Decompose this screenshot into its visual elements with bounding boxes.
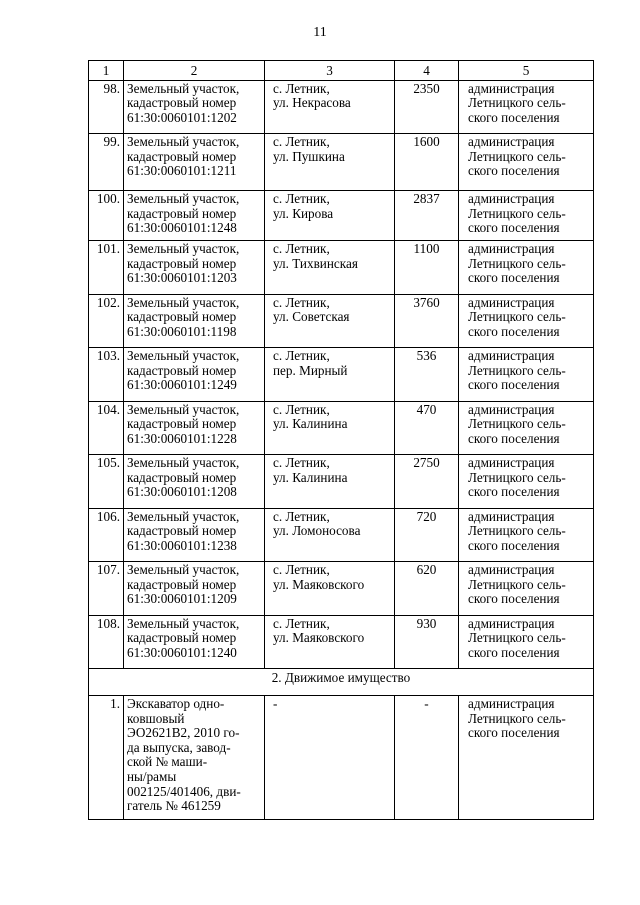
row-owner-line: администрация	[468, 294, 555, 310]
row-owner-line: администрация	[468, 134, 555, 150]
row-location-line: ул. Маяковского	[273, 630, 365, 646]
row-area: 1100	[395, 241, 459, 295]
row-owner-line: Летницкого сель-	[468, 362, 566, 378]
row-owner	[459, 455, 594, 509]
row-location-line: с. Летник,	[273, 241, 330, 257]
page-number: 11	[313, 25, 327, 40]
row-owner-line: ского поселения	[468, 270, 560, 286]
row-owner	[459, 294, 594, 348]
row-owner	[459, 562, 594, 616]
row-area: 470	[395, 401, 459, 455]
row-location-line: ул. Пушкина	[273, 148, 345, 164]
row-description-line: 61:30:0060101:1248	[127, 220, 237, 236]
row-description-line: Земельный участок,	[127, 80, 240, 96]
row-description-line: 002125/401406, дви-	[127, 783, 241, 799]
row-description	[124, 80, 265, 134]
row-number: 98.	[89, 80, 124, 134]
row-location-line: ул. Ломоносова	[273, 523, 361, 539]
row-area: 1600	[395, 134, 459, 191]
row-description-line: кадастровый номер	[127, 205, 237, 221]
row-description	[124, 455, 265, 509]
row-description-line: ской № маши-	[127, 754, 208, 770]
table-header-row	[89, 61, 594, 81]
row-description-line: Земельный участок,	[127, 134, 240, 150]
row-description-line: кадастровый номер	[127, 523, 237, 539]
row-location	[265, 508, 395, 562]
row-description	[124, 241, 265, 295]
row-description	[124, 562, 265, 616]
row-description	[124, 134, 265, 191]
row-number: 108.	[89, 615, 124, 669]
row-owner	[459, 134, 594, 191]
row-number: 101.	[89, 241, 124, 295]
row-owner-line: ского поселения	[468, 109, 560, 125]
row-owner-line: Летницкого сель-	[468, 630, 566, 646]
row-owner-line: Летницкого сель-	[468, 309, 566, 325]
row-description-line: кадастровый номер	[127, 148, 237, 164]
row-owner-line: Летницкого сель-	[468, 148, 566, 164]
row-owner-line: Летницкого сель-	[468, 523, 566, 539]
row-owner	[459, 508, 594, 562]
row-owner-line: Летницкого сель-	[468, 416, 566, 432]
row-description-line: Земельный участок,	[127, 508, 240, 524]
row-location-line: -	[273, 696, 278, 712]
row-location-line: ул. Некрасова	[273, 95, 351, 111]
row-owner-line: ского поселения	[468, 323, 560, 339]
table-row	[89, 696, 594, 820]
header-col-3: 3	[265, 61, 395, 81]
row-location	[265, 562, 395, 616]
row-number: 104.	[89, 401, 124, 455]
row-description-line: 61:30:0060101:1198	[127, 323, 237, 339]
table-row	[89, 80, 594, 134]
table-row	[89, 134, 594, 191]
row-area: 536	[395, 348, 459, 402]
row-description-line: Земельный участок,	[127, 401, 240, 417]
row-owner-line: ского поселения	[468, 537, 560, 553]
row-description	[124, 696, 265, 820]
row-owner-line: администрация	[468, 508, 555, 524]
row-owner-line: ского поселения	[468, 725, 560, 741]
row-owner-line: администрация	[468, 241, 555, 257]
row-description-line: ЭО2621В2, 2010 го-	[127, 725, 240, 741]
row-description-line: кадастровый номер	[127, 255, 237, 271]
row-location-line: с. Летник,	[273, 294, 330, 310]
row-area: 930	[395, 615, 459, 669]
property-table	[88, 60, 594, 820]
row-area: 720	[395, 508, 459, 562]
row-location	[265, 241, 395, 295]
header-col-4: 4	[395, 61, 459, 81]
row-description-line: Земельный участок,	[127, 241, 240, 257]
row-location-line: пер. Мирный	[273, 362, 348, 378]
row-description-line: ковшовый	[127, 710, 185, 726]
row-location-line: ул. Тихвинская	[273, 255, 358, 271]
row-owner-line: администрация	[468, 401, 555, 417]
row-owner-line: администрация	[468, 696, 555, 712]
row-description-line: кадастровый номер	[127, 630, 237, 646]
row-location	[265, 401, 395, 455]
table-row	[89, 455, 594, 509]
row-owner-line: Летницкого сель-	[468, 576, 566, 592]
row-description-line: 61:30:0060101:1202	[127, 109, 237, 125]
row-owner-line: Летницкого сель-	[468, 205, 566, 221]
row-owner	[459, 80, 594, 134]
row-location-line: с. Летник,	[273, 455, 330, 471]
row-owner-line: ского поселения	[468, 644, 560, 660]
row-area: 620	[395, 562, 459, 616]
row-location-line: ул. Маяковского	[273, 576, 365, 592]
row-description-line: 61:30:0060101:1238	[127, 537, 237, 553]
row-area: -	[395, 696, 459, 820]
row-description-line: ны/рамы	[127, 769, 177, 785]
row-owner-line: администрация	[468, 615, 555, 631]
table-row	[89, 241, 594, 295]
row-description-line: кадастровый номер	[127, 362, 237, 378]
row-description-line: 61:30:0060101:1240	[127, 644, 237, 660]
row-description	[124, 348, 265, 402]
row-description-line: Земельный участок,	[127, 562, 240, 578]
row-owner-line: ского поселения	[468, 377, 560, 393]
table-row	[89, 615, 594, 669]
row-location-line: с. Летник,	[273, 80, 330, 96]
row-description-line: Земельный участок,	[127, 455, 240, 471]
row-description-line: 61:30:0060101:1249	[127, 377, 237, 393]
table-row	[89, 508, 594, 562]
row-owner	[459, 696, 594, 820]
row-area: 2750	[395, 455, 459, 509]
row-owner-line: Летницкого сель-	[468, 710, 566, 726]
row-location-line: с. Летник,	[273, 134, 330, 150]
row-location-line: с. Летник,	[273, 508, 330, 524]
row-area: 3760	[395, 294, 459, 348]
row-description-line: да выпуска, завод-	[127, 739, 231, 755]
row-description	[124, 191, 265, 241]
header-col-2: 2	[124, 61, 265, 81]
row-description-line: Экскаватор одно-	[127, 696, 225, 712]
row-location-line: ул. Кирова	[273, 205, 334, 221]
table-row	[89, 294, 594, 348]
row-number: 1.	[89, 696, 124, 820]
row-number: 103.	[89, 348, 124, 402]
row-owner-line: ского поселения	[468, 591, 560, 607]
row-number: 106.	[89, 508, 124, 562]
row-number: 102.	[89, 294, 124, 348]
row-location-line: ул. Калинина	[273, 469, 348, 485]
table-row	[89, 401, 594, 455]
row-location-line: ул. Советская	[273, 309, 350, 325]
row-owner-line: Летницкого сель-	[468, 95, 566, 111]
row-owner-line: ского поселения	[468, 220, 560, 236]
row-description-line: Земельный участок,	[127, 191, 240, 207]
table-row	[89, 191, 594, 241]
row-owner	[459, 348, 594, 402]
row-number: 100.	[89, 191, 124, 241]
row-description-line: кадастровый номер	[127, 95, 237, 111]
row-description	[124, 508, 265, 562]
row-description-line: 61:30:0060101:1208	[127, 484, 237, 500]
row-location-line: с. Летник,	[273, 401, 330, 417]
row-owner-line: администрация	[468, 80, 555, 96]
row-owner	[459, 241, 594, 295]
row-description-line: кадастровый номер	[127, 469, 237, 485]
row-owner-line: ского поселения	[468, 430, 560, 446]
row-area: 2350	[395, 80, 459, 134]
row-owner-line: ского поселения	[468, 484, 560, 500]
section-title: 2. Движимое имущество	[89, 669, 594, 696]
row-description-line: 61:30:0060101:1211	[127, 163, 237, 179]
row-location	[265, 294, 395, 348]
row-location	[265, 134, 395, 191]
row-owner-line: администрация	[468, 348, 555, 364]
row-description	[124, 294, 265, 348]
row-number: 107.	[89, 562, 124, 616]
row-description-line: 61:30:0060101:1203	[127, 270, 237, 286]
row-description-line: Земельный участок,	[127, 615, 240, 631]
row-description	[124, 401, 265, 455]
row-owner	[459, 191, 594, 241]
row-owner-line: администрация	[468, 562, 555, 578]
row-description-line: кадастровый номер	[127, 416, 237, 432]
row-number: 105.	[89, 455, 124, 509]
row-location	[265, 455, 395, 509]
section-header-row	[89, 669, 594, 696]
row-location-line: с. Летник,	[273, 615, 330, 631]
row-description-line: кадастровый номер	[127, 309, 237, 325]
row-owner-line: администрация	[468, 455, 555, 471]
table-row	[89, 348, 594, 402]
row-area: 2837	[395, 191, 459, 241]
row-description-line: 61:30:0060101:1228	[127, 430, 237, 446]
row-description-line: 61:30:0060101:1209	[127, 591, 237, 607]
row-description-line: Земельный участок,	[127, 348, 240, 364]
row-location-line: с. Летник,	[273, 191, 330, 207]
row-owner-line: Летницкого сель-	[468, 255, 566, 271]
row-description-line: кадастровый номер	[127, 576, 237, 592]
row-description-line: гатель № 461259	[127, 798, 221, 814]
row-location	[265, 348, 395, 402]
row-owner-line: Летницкого сель-	[468, 469, 566, 485]
row-description-line: Земельный участок,	[127, 294, 240, 310]
row-number: 99.	[89, 134, 124, 191]
table-row	[89, 562, 594, 616]
row-owner-line: ского поселения	[468, 163, 560, 179]
header-col-5: 5	[459, 61, 594, 81]
row-location-line: с. Летник,	[273, 348, 330, 364]
row-location	[265, 191, 395, 241]
row-location	[265, 696, 395, 820]
row-description	[124, 615, 265, 669]
row-owner-line: администрация	[468, 191, 555, 207]
row-location	[265, 80, 395, 134]
row-location-line: ул. Калинина	[273, 416, 348, 432]
row-location-line: с. Летник,	[273, 562, 330, 578]
row-owner	[459, 615, 594, 669]
header-col-1: 1	[89, 61, 124, 81]
row-location	[265, 615, 395, 669]
row-owner	[459, 401, 594, 455]
